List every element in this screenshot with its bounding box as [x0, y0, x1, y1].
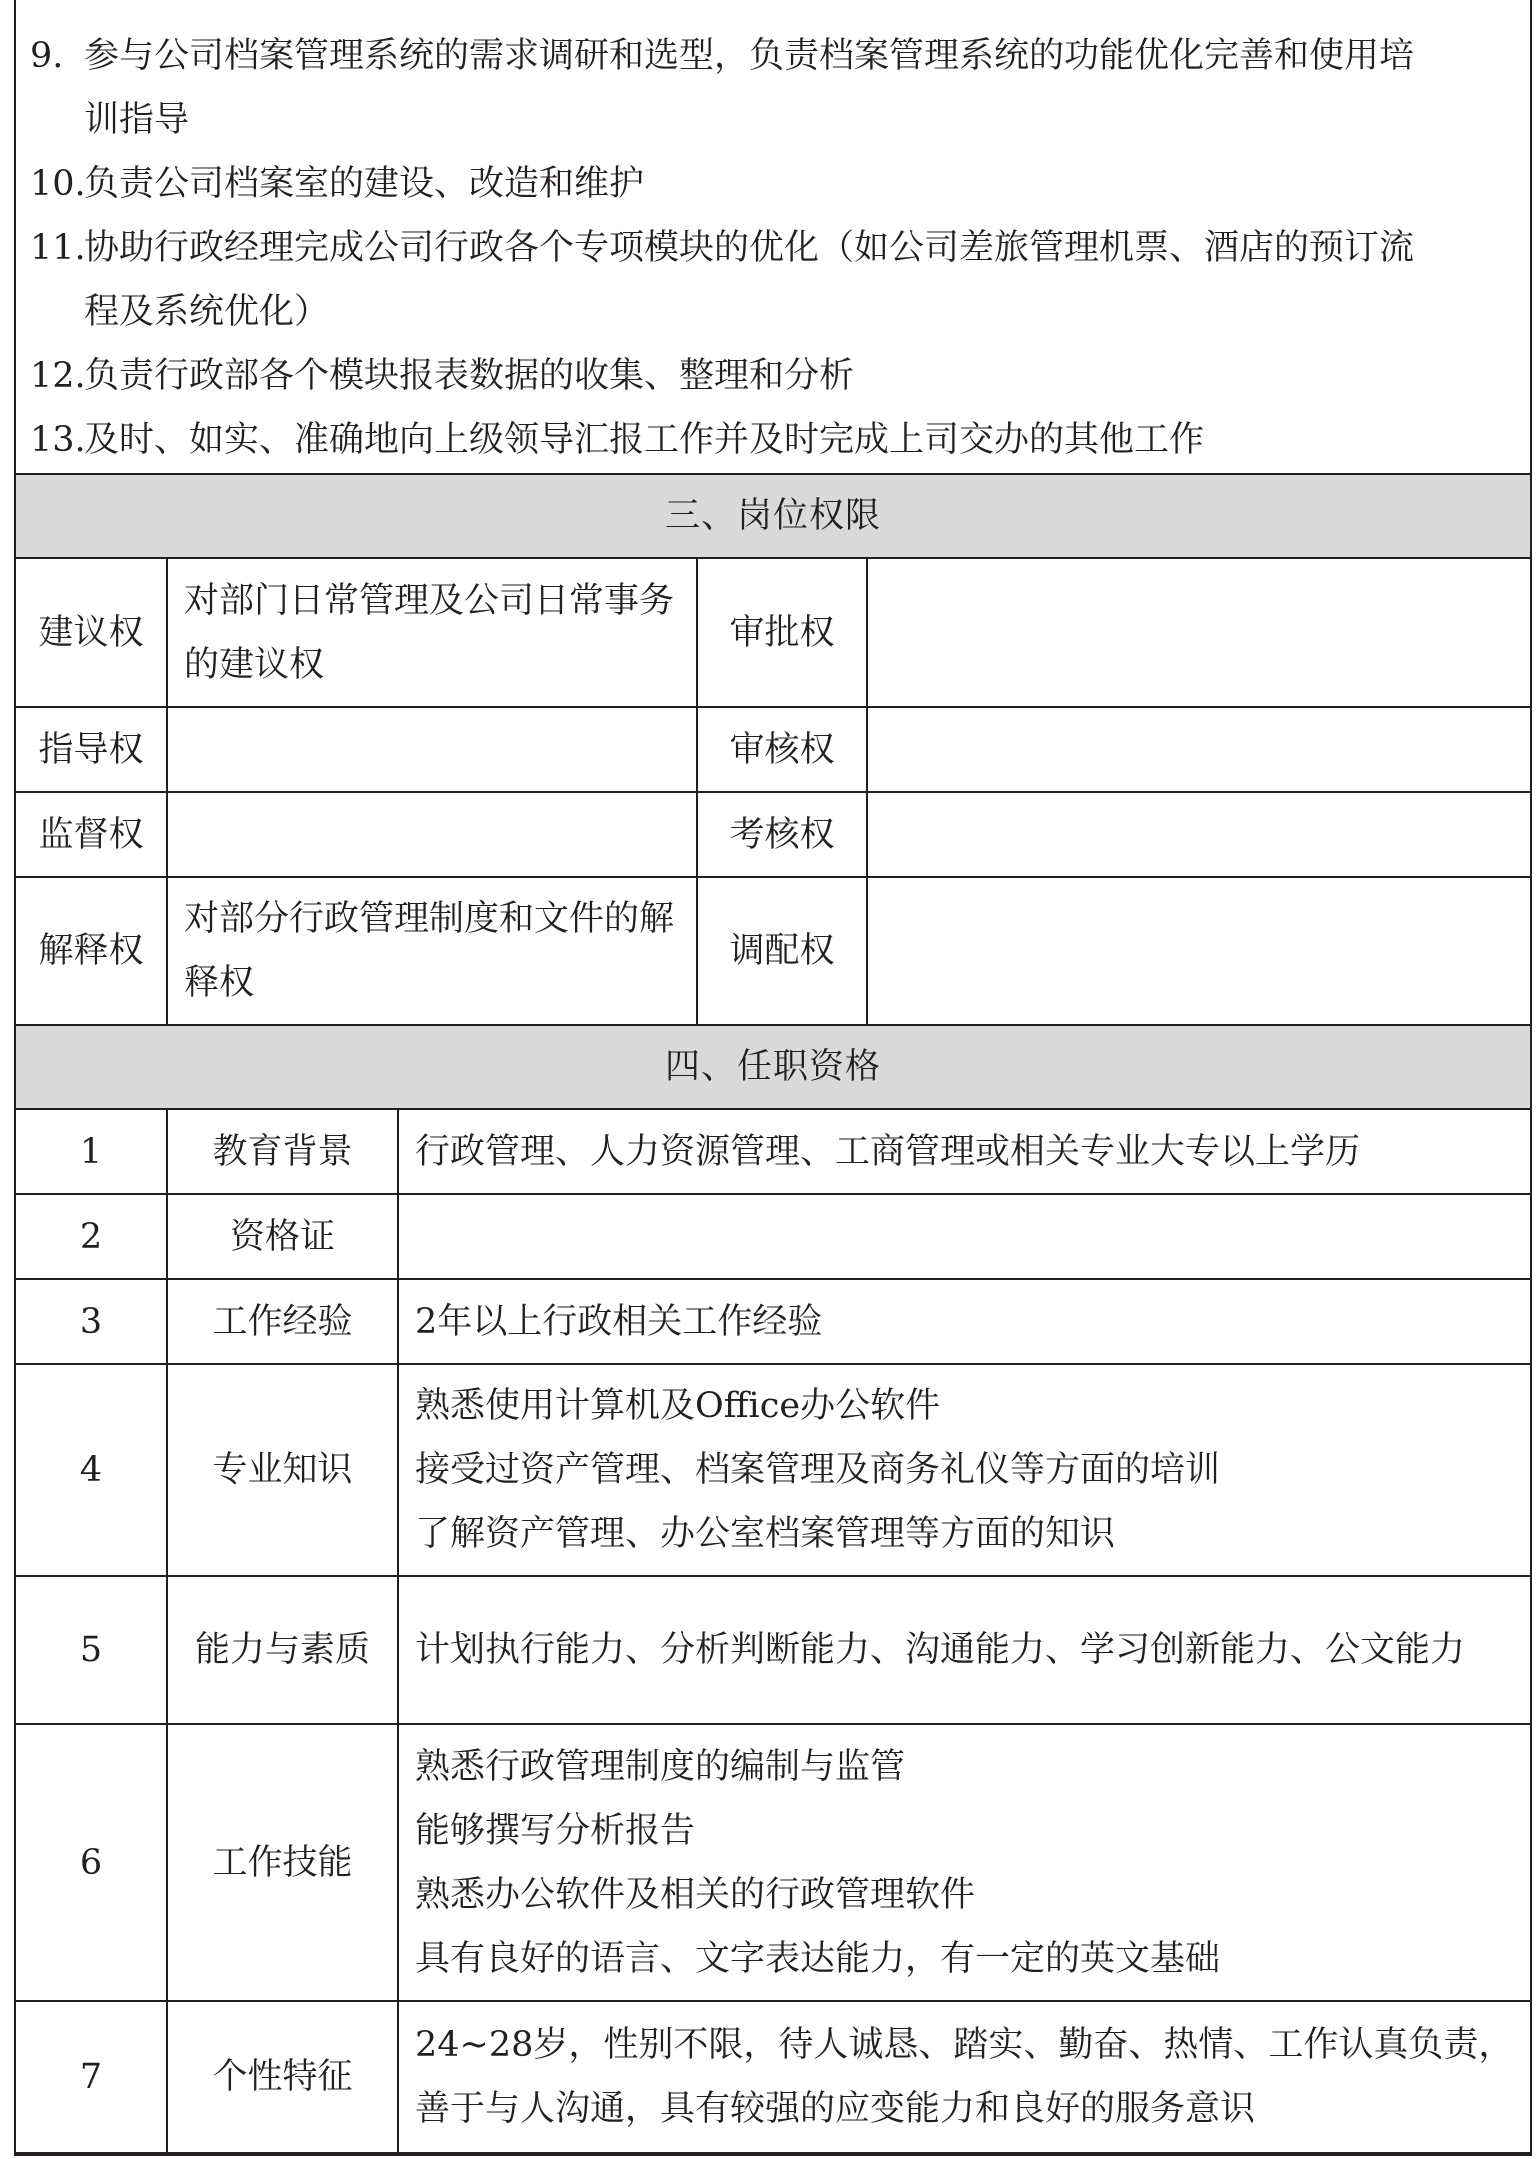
- detail-line: 熟悉行政管理制度的编制与监管: [415, 1746, 906, 1787]
- authority-table: [14, 473, 1532, 1026]
- table-row: [15, 707, 1531, 792]
- duty-item: [30, 152, 1530, 216]
- detail-line: 了解资产管理、办公室档案管理等方面的知识: [415, 1514, 1116, 1554]
- detail-line: 熟悉使用计算机及Office办公软件: [415, 1386, 941, 1426]
- detail-line: 行政管理、人力资源管理、工商管理或相关专业大专以上学历: [415, 1131, 1361, 1172]
- authority-label: 考核权: [697, 792, 867, 877]
- row-number: 5: [15, 1576, 167, 1724]
- detail-line: 接受过资产管理、档案管理及商务礼仪等方面的培训: [415, 1450, 1221, 1490]
- qualification-detail: [398, 1109, 1531, 1194]
- authority-value: 对部门日常管理及公司日常事务的建议权: [167, 558, 697, 707]
- table-row: [15, 558, 1531, 707]
- qualification-detail: [398, 1364, 1531, 1576]
- document-page: [14, 0, 1532, 2156]
- qualification-item: 教育背景: [167, 1109, 398, 1194]
- authority-value: 对部分行政管理制度和文件的解释权: [167, 877, 697, 1025]
- qualification-detail: [398, 1194, 1531, 1279]
- qualification-item: 个性特征: [167, 2001, 398, 2153]
- duty-number: 11.: [30, 228, 86, 268]
- authority-value: [867, 707, 1531, 792]
- authority-label: 指导权: [15, 707, 167, 792]
- detail-line: 计划执行能力、分析判断能力、沟通能力、学习创新能力、公文能力: [415, 1630, 1466, 1670]
- duty-text-line: 参与公司档案管理系统的需求调研和选型，负责档案管理系统的功能优化完善和使用培: [84, 36, 1415, 76]
- duty-text: 负责公司档案室的建设、改造和维护: [84, 164, 645, 204]
- row-number: 7: [15, 2001, 167, 2153]
- duty-item: [30, 344, 1530, 408]
- row-number: 1: [15, 1109, 167, 1194]
- row-number: 3: [15, 1279, 167, 1364]
- qualification-detail: [398, 2001, 1531, 2153]
- duty-text: 及时、如实、准确地向上级领导汇报工作并及时完成上司交办的其他工作: [84, 420, 1205, 460]
- authority-value: [167, 792, 697, 877]
- table-row: [15, 792, 1531, 877]
- table-row: [15, 1724, 1531, 2001]
- row-number: 2: [15, 1194, 167, 1279]
- qualification-item: 能力与素质: [167, 1576, 398, 1724]
- qualification-item: 资格证: [167, 1194, 398, 1279]
- authority-label: 调配权: [697, 877, 867, 1025]
- row-number: 4: [15, 1364, 167, 1576]
- authority-value: [867, 877, 1531, 1025]
- detail-line: 24~28岁，性别不限，待人诚恳、踏实、勤奋、热情、工作认真负责，善于与人沟通，具有较强的应变能力和良好的服务意识: [415, 2025, 1514, 2129]
- section-title-authority: 三、岗位权限: [15, 474, 1531, 558]
- table-row: [15, 1364, 1531, 1576]
- duty-number: 10.: [30, 164, 86, 204]
- detail-line: 能够撰写分析报告: [415, 1810, 696, 1851]
- section-title-qualification: 四、任职资格: [15, 1025, 1531, 1109]
- detail-line: 具有良好的语言、文字表达能力，有一定的英文基础: [415, 1938, 1221, 1979]
- duty-item: [30, 24, 1530, 152]
- qualification-detail: [398, 1576, 1531, 1724]
- authority-value: [867, 792, 1531, 877]
- duty-number: 9.: [30, 36, 64, 76]
- qualification-table: [14, 1024, 1532, 2154]
- duty-text: 负责行政部各个模块报表数据的收集、整理和分析: [84, 356, 855, 396]
- table-row: [15, 1576, 1531, 1724]
- duty-text-line: 协助行政经理完成公司行政各个专项模块的优化（如公司差旅管理机票、酒店的预订流: [84, 228, 1415, 268]
- duty-list: [16, 0, 1530, 473]
- qualification-detail: [398, 1724, 1531, 2001]
- authority-label: 审核权: [697, 707, 867, 792]
- qualification-item: 工作经验: [167, 1279, 398, 1364]
- duty-text-line: 训指导: [84, 100, 190, 140]
- table-row: [15, 1109, 1531, 1194]
- row-number: 6: [15, 1724, 167, 2001]
- authority-label: 监督权: [15, 792, 167, 877]
- duty-number: 13.: [30, 420, 86, 460]
- duty-text-line: 程及系统优化）: [84, 292, 330, 332]
- duty-item: [30, 216, 1530, 344]
- duty-item: [30, 408, 1530, 472]
- authority-label: 解释权: [15, 877, 167, 1025]
- authority-label: 建议权: [15, 558, 167, 707]
- detail-line: 熟悉办公软件及相关的行政管理软件: [415, 1874, 976, 1915]
- detail-line: 2年以上行政相关工作经验: [415, 1301, 823, 1342]
- table-row: [15, 1194, 1531, 1279]
- qualification-item: 工作技能: [167, 1724, 398, 2001]
- authority-value: [167, 707, 697, 792]
- duty-number: 12.: [30, 356, 86, 396]
- authority-value: [867, 558, 1531, 707]
- authority-label: 审批权: [697, 558, 867, 707]
- table-row: [15, 877, 1531, 1025]
- qualification-item: 专业知识: [167, 1364, 398, 1576]
- qualification-detail: [398, 1279, 1531, 1364]
- table-row: [15, 2001, 1531, 2153]
- table-row: [15, 1279, 1531, 1364]
